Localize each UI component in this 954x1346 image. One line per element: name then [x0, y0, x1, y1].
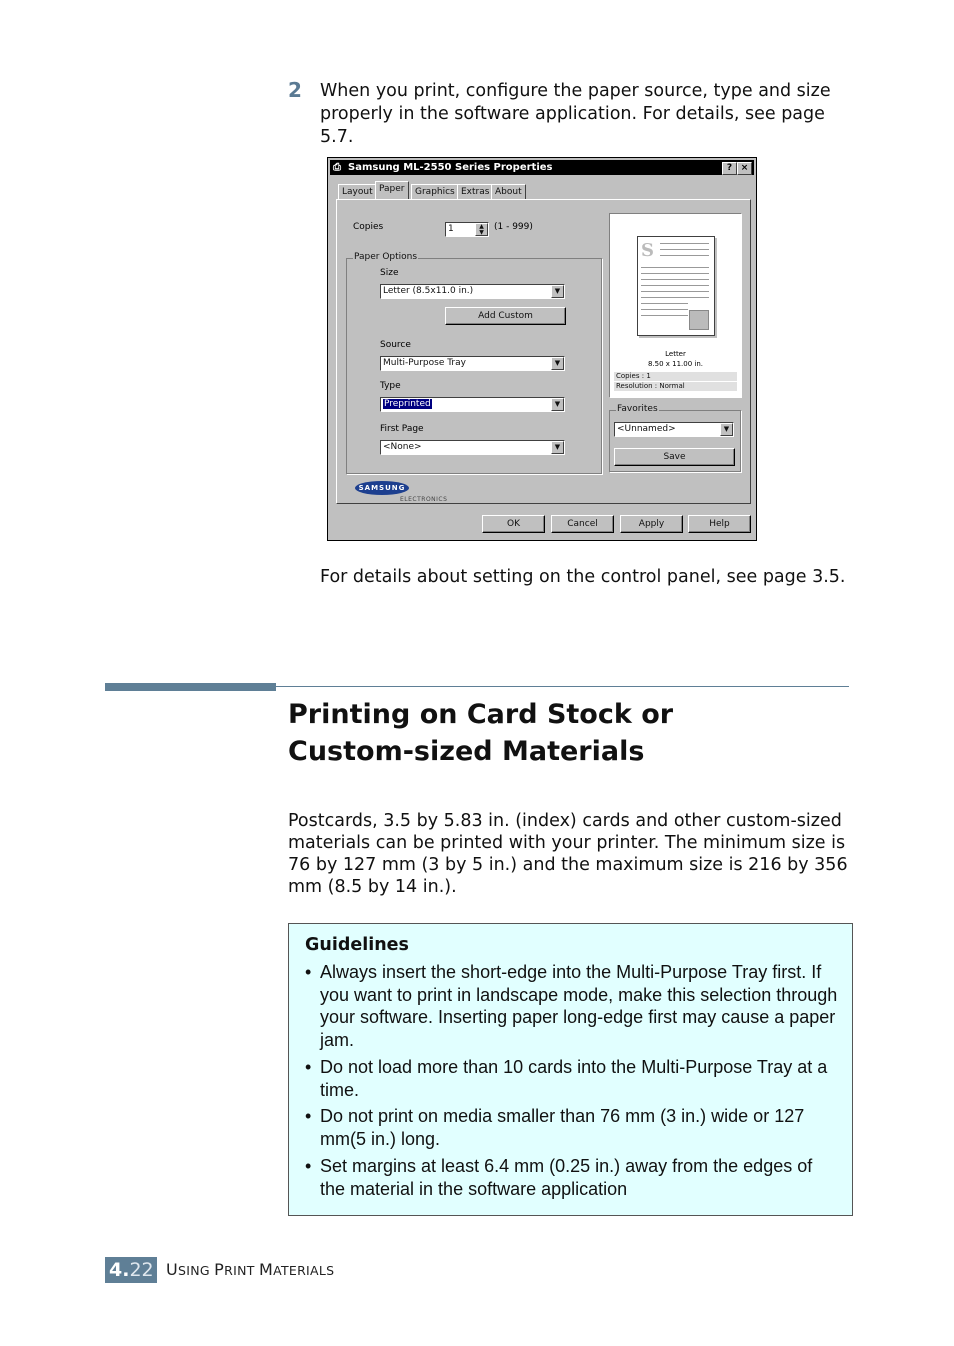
source-select[interactable]	[380, 356, 565, 371]
save-button[interactable]: Save	[614, 448, 735, 466]
preview-paper-name: Letter	[665, 350, 686, 358]
guideline-text: Always insert the short-edge into the Multi-Purpose Tray first. If you want to print in landscape mode, make this selection through your software. Inserting paper long-edge first may cause a paper jam.	[320, 962, 838, 1050]
help-title-button[interactable]: ?	[722, 162, 737, 175]
favorites-label: Favorites	[617, 404, 658, 414]
letter-s-glyph: S	[641, 240, 654, 261]
section-heading	[288, 696, 848, 770]
image-placeholder-icon	[689, 310, 709, 330]
control-panel-note: For details about setting on the control panel, see page 3.5.	[320, 567, 846, 587]
footer-chapter-title	[166, 1260, 334, 1279]
footer-title-part: M	[258, 1260, 274, 1279]
tab-about[interactable]: About	[491, 184, 526, 200]
section-rule-thick	[105, 683, 276, 691]
footer-title-part: U	[166, 1260, 179, 1279]
footer-title-part: ATERIALS	[273, 1263, 335, 1278]
chevron-down-icon[interactable]: ▼	[551, 441, 564, 454]
guideline-text: Do not print on media smaller than 76 mm (3 in.) wide or 127 mm(5 in.) long.	[320, 1106, 805, 1149]
samsung-logo-subtitle: ELECTRONICS	[400, 496, 448, 503]
bullet-icon: •	[305, 1057, 312, 1077]
type-select[interactable]	[380, 397, 565, 412]
size-select[interactable]	[380, 284, 565, 299]
copies-range: (1 - 999)	[494, 222, 533, 232]
type-value: Preprinted	[384, 399, 431, 409]
section-intro: Postcards, 3.5 by 5.83 in. (index) cards and other custom-sized materials can be printed with your printer. The minimum size is 76 by 127 mm (3 by 5 in.) and the maximum size is 216 by 356 mm (8.5 by 14 in.).	[288, 811, 848, 897]
footer-title-part: SING	[178, 1263, 215, 1278]
paper-preview	[609, 213, 742, 398]
source-label: Source	[380, 340, 411, 350]
tab-layout[interactable]: Layout	[338, 184, 377, 200]
printer-properties-dialog	[327, 157, 757, 541]
favorites-select[interactable]	[614, 422, 734, 437]
paper-tab-panel	[336, 199, 751, 504]
spinner-arrows-icon[interactable]: ▲ ▼	[475, 223, 488, 236]
first-page-label: First Page	[380, 424, 424, 434]
first-page-select[interactable]	[380, 440, 565, 455]
chapter-number: 4.	[109, 1259, 130, 1281]
bullet-icon: •	[305, 962, 312, 982]
guideline-item	[305, 1105, 840, 1150]
add-custom-button[interactable]: Add Custom	[445, 307, 566, 325]
paper-options-label: Paper Options	[354, 252, 418, 262]
preview-resolution: Resolution : Normal	[614, 382, 737, 391]
chevron-down-icon[interactable]: ▼	[551, 398, 564, 411]
guideline-item	[305, 1155, 840, 1200]
footer-title-part: P	[214, 1260, 225, 1279]
dialog-titlebar	[330, 160, 754, 175]
source-value: Multi-Purpose Tray	[383, 358, 466, 368]
copies-spinner[interactable]	[445, 222, 489, 237]
guideline-item	[305, 1056, 840, 1101]
guidelines-box	[288, 923, 853, 1216]
preview-paper-dims: 8.50 x 11.00 in.	[647, 360, 704, 368]
printer-icon: ⎙	[333, 162, 341, 173]
ok-button[interactable]: OK	[482, 515, 545, 533]
chevron-down-icon[interactable]: ▼	[720, 423, 733, 436]
page-number	[105, 1257, 157, 1283]
help-button[interactable]: Help	[688, 515, 751, 533]
paper-options-group	[346, 252, 602, 474]
preview-copies: Copies : 1	[614, 372, 737, 381]
size-label: Size	[380, 268, 399, 278]
guideline-text: Set margins at least 6.4 mm (0.25 in.) away from the edges of the material in the software application	[320, 1156, 813, 1199]
cancel-button[interactable]: Cancel	[551, 515, 614, 533]
section-heading-line1: Printing on Card Stock or	[288, 699, 674, 730]
step-text: When you print, configure the paper source, type and size properly in the software application. For details, see page 5.7.	[320, 81, 831, 147]
tab-paper[interactable]: Paper	[375, 181, 409, 199]
bullet-icon: •	[305, 1156, 312, 1176]
size-value: Letter (8.5x11.0 in.)	[383, 286, 474, 296]
dialog-title: Samsung ML-2550 Series Properties	[348, 162, 553, 173]
copies-label: Copies	[353, 222, 384, 232]
guideline-text: Do not load more than 10 cards into the Multi-Purpose Tray at a time.	[320, 1057, 828, 1100]
page-preview-icon	[637, 236, 715, 336]
guidelines-title: Guidelines	[305, 935, 409, 955]
guideline-item	[305, 961, 840, 1051]
chevron-down-icon[interactable]: ▼	[551, 285, 564, 298]
page-number-value: 22	[129, 1259, 154, 1281]
favorites-group	[609, 404, 741, 472]
bullet-icon: •	[305, 1106, 312, 1126]
type-label: Type	[380, 381, 401, 391]
favorites-value: <Unnamed>	[617, 424, 676, 434]
step-number: 2	[288, 78, 302, 102]
apply-button[interactable]: Apply	[620, 515, 683, 533]
first-page-value: <None>	[383, 442, 422, 452]
section-rule-thin	[276, 686, 849, 687]
footer-title-part: RINT	[224, 1263, 259, 1278]
close-icon[interactable]: ×	[737, 162, 752, 175]
tab-graphics[interactable]: Graphics	[411, 184, 459, 200]
chevron-down-icon[interactable]: ▼	[551, 357, 564, 370]
copies-value: 1	[448, 224, 454, 234]
section-heading-line2: Custom-sized Materials	[288, 736, 645, 767]
samsung-logo: SAMSUNG	[355, 481, 409, 495]
tab-extras[interactable]: Extras	[457, 184, 493, 200]
